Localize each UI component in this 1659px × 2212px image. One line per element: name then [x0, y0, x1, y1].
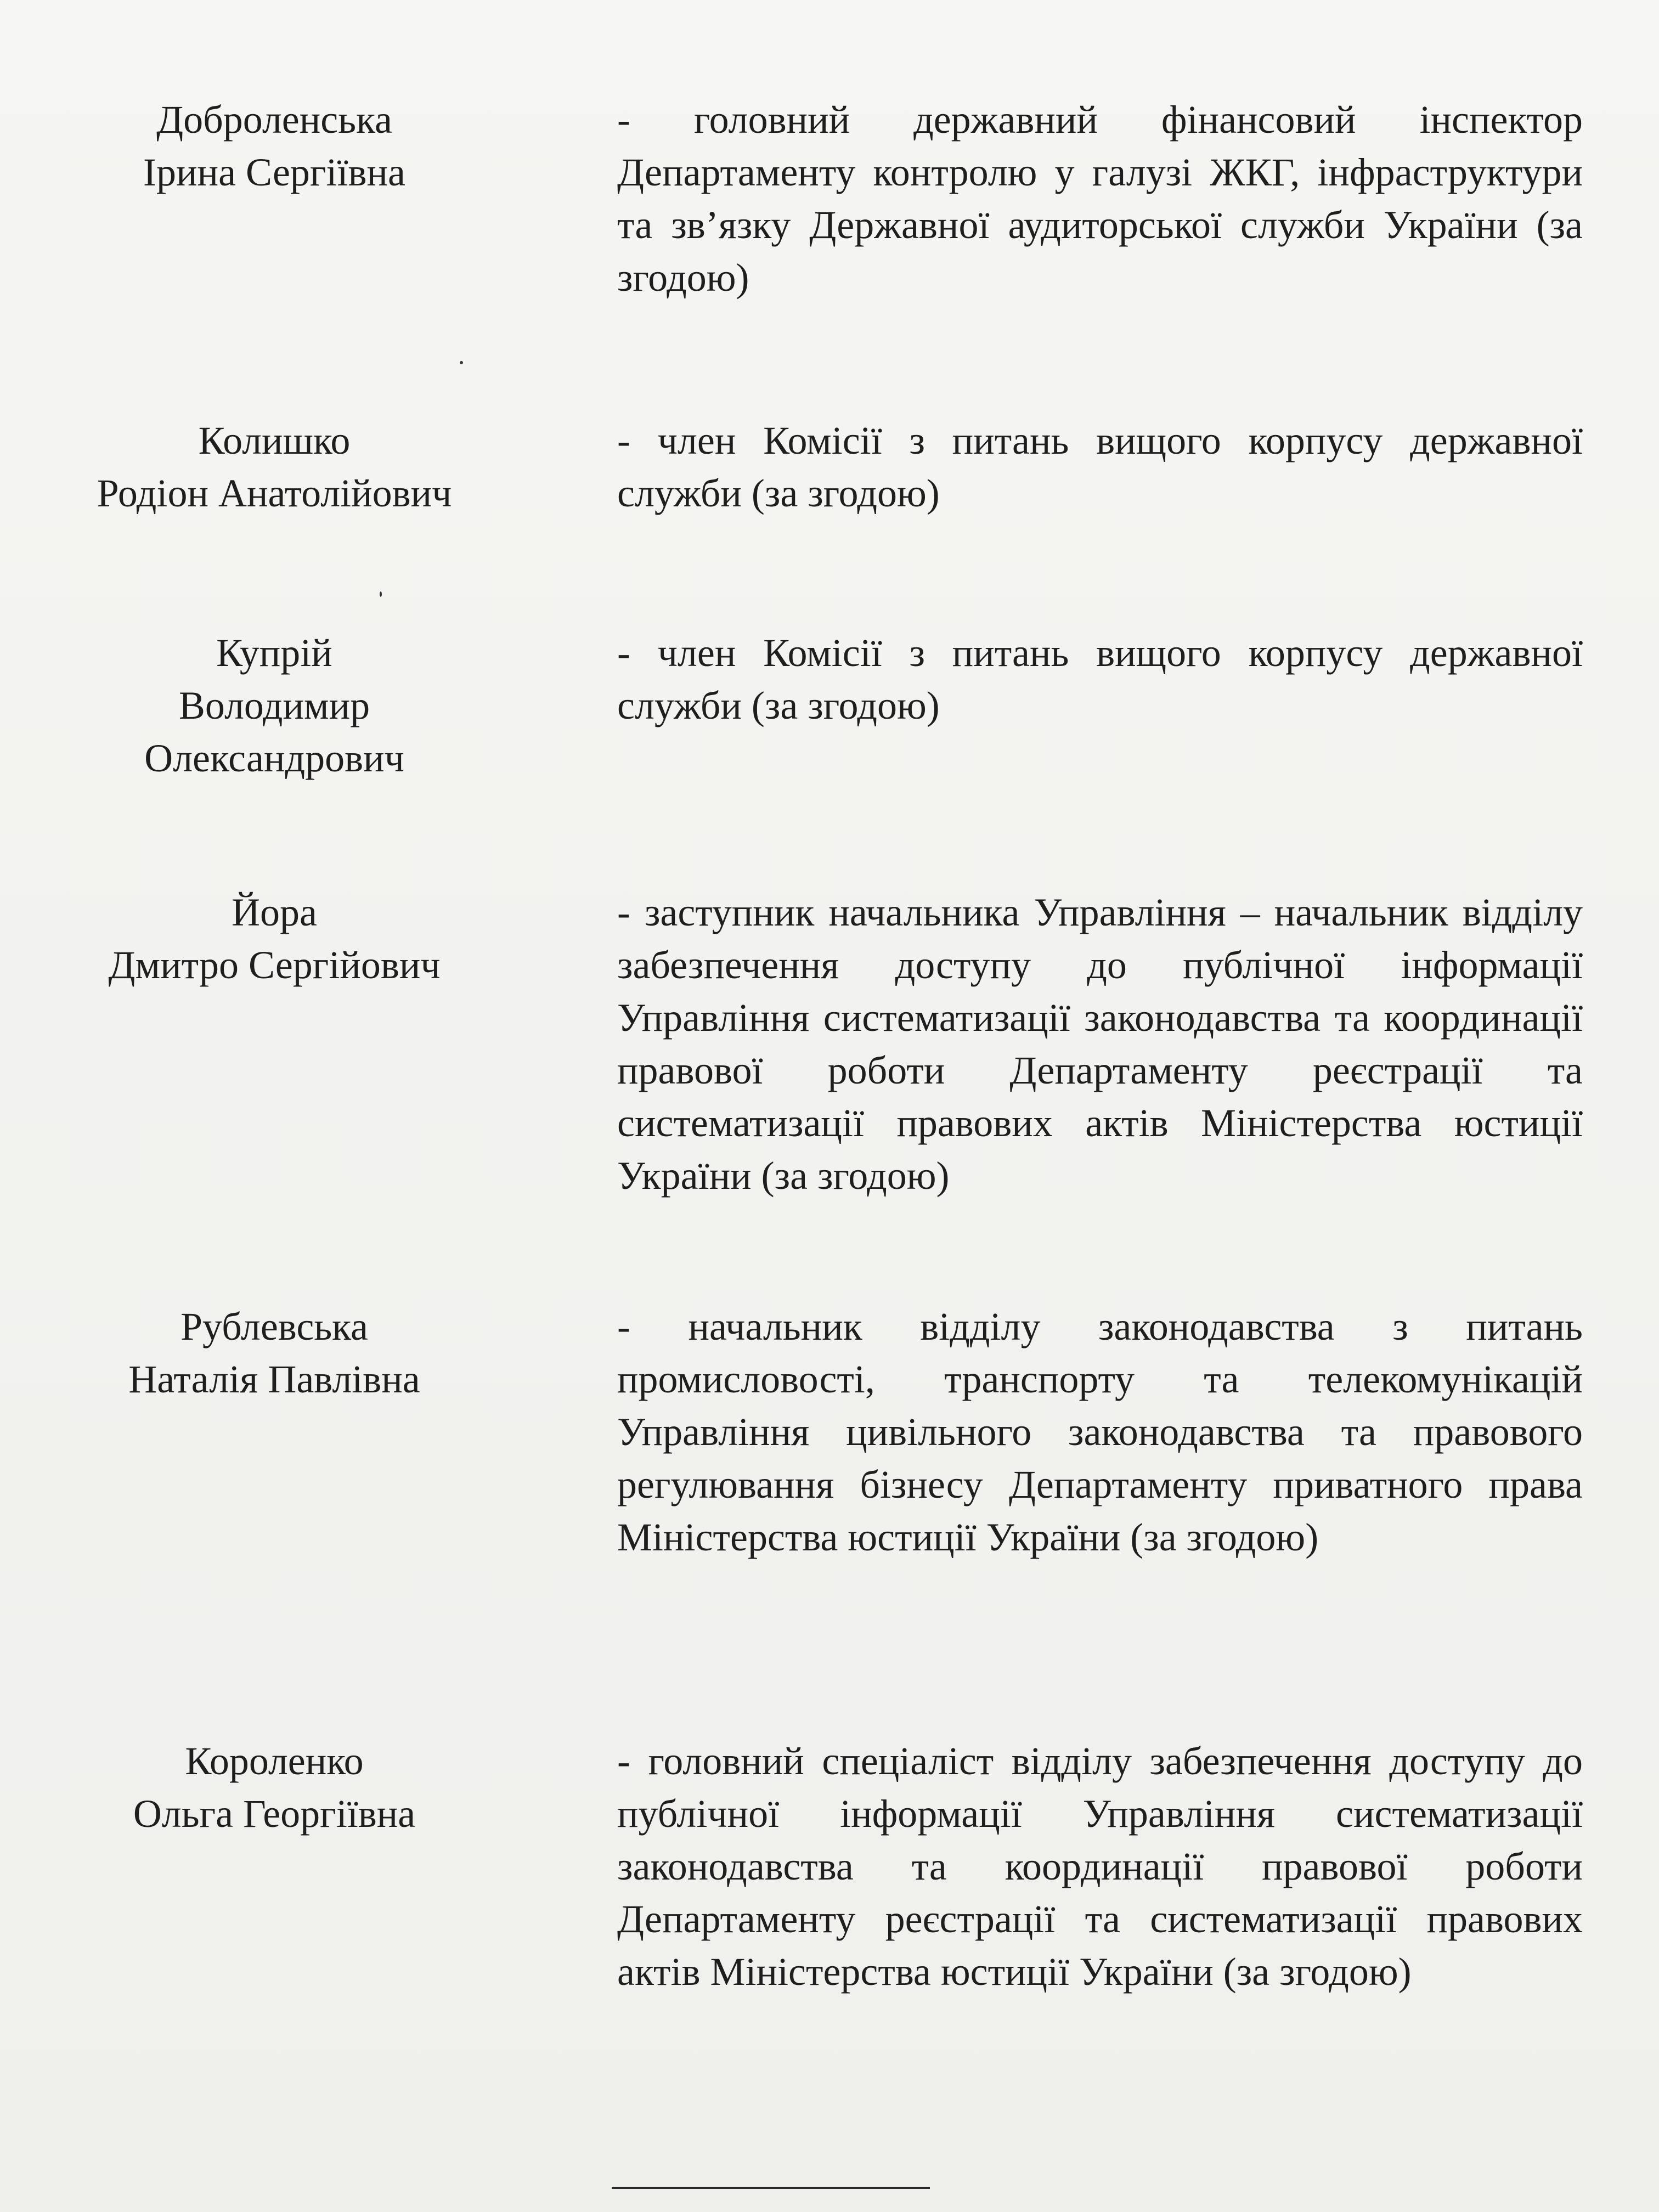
member-description: - член Комісії з питань вищого корпусу державної служби (за згодою): [617, 631, 1583, 727]
member-name-line: Короленко: [185, 1739, 364, 1783]
member-description: - заступник начальника Управління – начальник відділу забезпечення доступу до публічної інформації Управління систематизації законодавства та координації правової роботи Департаменту реєстрації та систематизації правових актів Міністерства юстиції України (за згодою): [617, 890, 1583, 1198]
member-name: [55, 414, 494, 520]
member-name-line: Володимир: [178, 684, 370, 727]
member-name-line: Йора: [232, 890, 317, 934]
member-name-line: Колишко: [198, 419, 351, 462]
member-name-line: Доброленська: [156, 98, 392, 142]
paper-speck: [460, 361, 463, 364]
member-name-line: Наталія Павлівна: [128, 1357, 420, 1401]
member-description: - головний спеціаліст відділу забезпечення доступу до публічної інформації Управління систематизації законодавства та координації правової роботи Департаменту реєстрації та систематизації правових актів Міністерства юстиції України (за згодою): [617, 1739, 1583, 1994]
member-name-line: Олександрович: [144, 736, 404, 780]
member-name: [55, 1735, 494, 1840]
member-description: - начальник відділу законодавства з питань промисловості, транспорту та телекомунікацій Управління цивільного законодавства та правового регулювання бізнесу Департаменту приватного права Міністерства юстиції України (за згодою): [617, 1305, 1583, 1559]
member-name: [55, 886, 494, 991]
member-name-line: Дмитро Сергійович: [108, 943, 441, 987]
member-description: - головний державний фінансовий інспектор Департаменту контролю у галузі ЖКГ, інфраструктури та зв’язку Державної аудиторської служби України (за згодою): [617, 98, 1583, 300]
member-name: [55, 627, 494, 785]
member-name: [55, 93, 494, 199]
member-name-line: Ольга Георгіївна: [133, 1792, 416, 1836]
member-name: [55, 1300, 494, 1406]
member-name-line: Рублевська: [180, 1305, 369, 1348]
paper-speck: [380, 591, 382, 597]
member-description: - член Комісії з питань вищого корпусу державної служби (за згодою): [617, 419, 1583, 515]
member-name-line: Родіон Анатолійович: [97, 471, 452, 515]
closing-rule: [612, 2187, 930, 2189]
member-name-line: Купрій: [216, 631, 332, 675]
member-name-line: Ірина Сергіївна: [143, 150, 405, 194]
